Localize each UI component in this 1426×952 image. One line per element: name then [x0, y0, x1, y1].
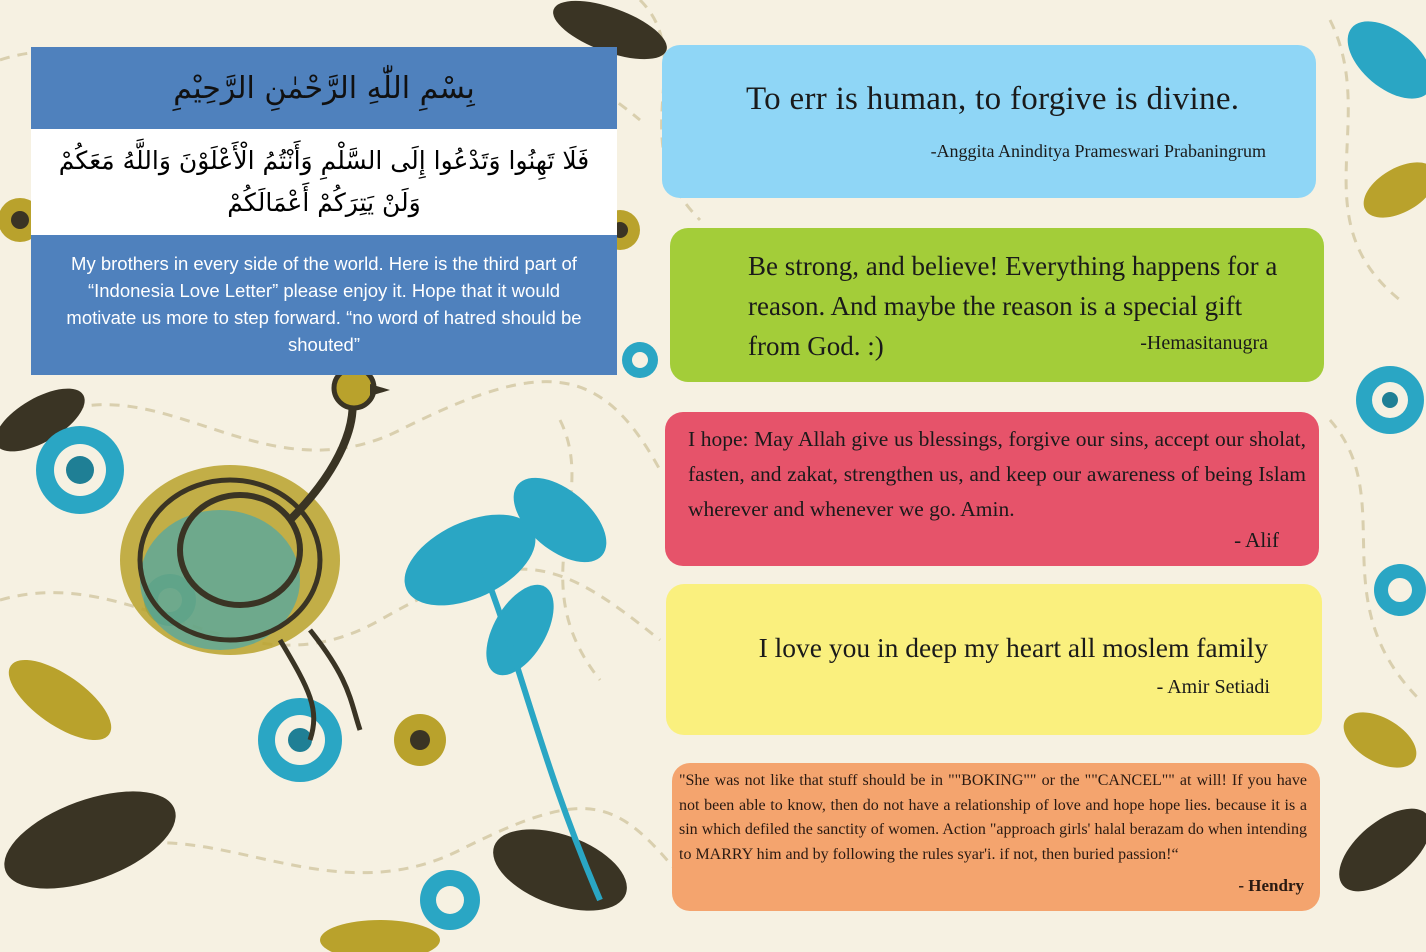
- quote-card-2: [670, 228, 1324, 382]
- quote-author: - Alif: [1234, 528, 1279, 552]
- quote-card-4: [666, 584, 1322, 735]
- basmala-calligraphy: بِسْمِ اللّٰهِ الرَّحْمٰنِ الرَّحِيْمِ: [173, 70, 475, 106]
- quran-verse: فَلَا تَهِنُوا وَتَدْعُوا إِلَى السَّلْمِ وَأَنْتُمُ الْأَعْلَوْنَ وَاللَّهُ مَعَكُمْ وَلَنْ يَتِرَكُمْ أَعْمَالَكُمْ: [58, 146, 590, 217]
- intro-message: My brothers in every side of the world. Here is the third part of “Indonesia Love Letter” please enjoy it. Hope that it would motivate us more to step forward. “no word of hatred should be shouted”: [66, 253, 582, 355]
- intro-message-box: [31, 235, 617, 375]
- quote-text: Be strong, and believe! Everything happens for a reason. And maybe the reason is a special gift from God. :): [748, 251, 1278, 361]
- quran-verse-box: [31, 129, 617, 235]
- quote-author: - Hendry: [1238, 876, 1304, 895]
- quote-text: I hope: May Allah give us blessings, forgive our sins, accept our sholat, fasten, and zakat, strengthen us, and keep our awareness of being Islam wherever and whenever we go. Amin.: [688, 427, 1306, 521]
- quote-card-5: [672, 763, 1320, 911]
- quote-text: I love you in deep my heart all moslem family: [758, 632, 1268, 663]
- basmala-header: [31, 47, 617, 129]
- quote-text: "She was not like that stuff should be in ""BOKING"" or the ""CANCEL"" at will! If you have not been able to know, then do not have a relationship of love and hope hope lies. because it is a sin which defiled the sanctity of women. Action "approach girls' halal berazam do when intending to MARRY him and by following the rules syar'i. if not, then buried passion!“: [679, 772, 1307, 863]
- intro-panel: [31, 47, 617, 375]
- quote-text: To err is human, to forgive is divine.: [746, 81, 1240, 117]
- quote-author: -Anggita Aninditya Prameswari Prabaningrum: [930, 141, 1266, 161]
- quote-author: - Amir Setiadi: [1156, 676, 1270, 698]
- quote-author: -Hemasitanugra: [1140, 332, 1268, 354]
- quote-card-3: [665, 412, 1319, 566]
- quote-card-1: [662, 45, 1316, 198]
